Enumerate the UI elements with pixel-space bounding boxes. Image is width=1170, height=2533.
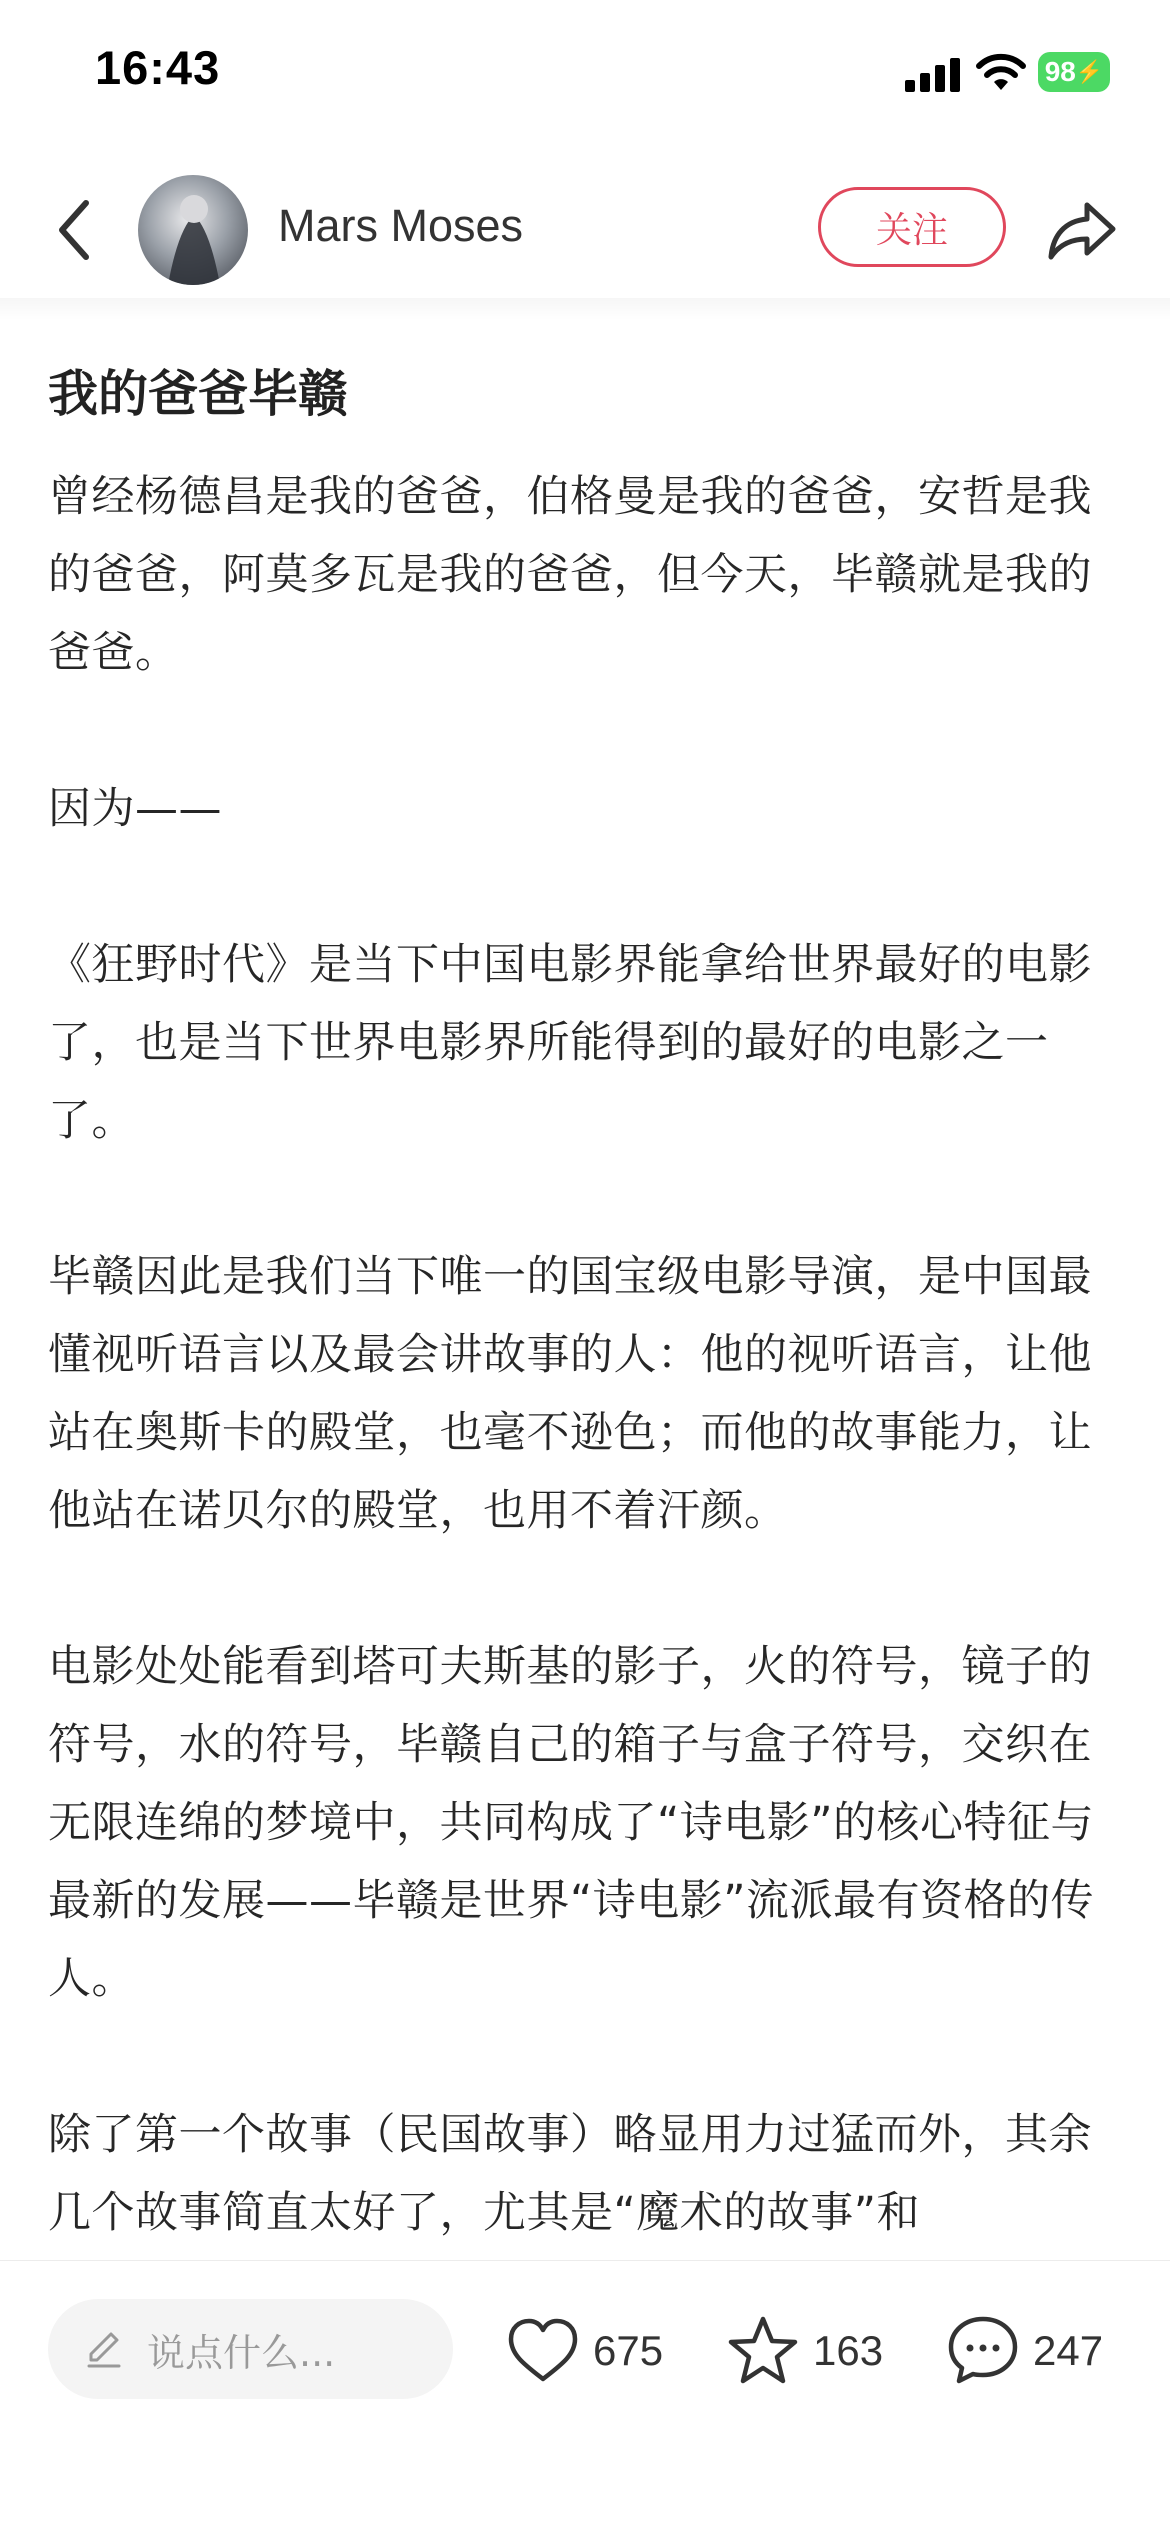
- article-paragraph: 除了第一个故事（民国故事）略显用力过猛而外，其余几个故事简直太好了，尤其是“魔术的故事”和: [48, 2110, 1092, 2238]
- header: [0, 160, 1170, 300]
- comment-placeholder: 说点什么...: [147, 2330, 336, 2375]
- article-paragraph: 电影处处能看到塔可夫斯基的影子，火的符号，镜子的符号，水的符号，毕赣自己的箱子与盒子符号，交织在无限连绵的梦境中，共同构成了“诗电影”的核心特征与最新的发展——毕赣是世界“诗电影”流派最有资格的传人。: [48, 1642, 1095, 2004]
- like-button[interactable]: [505, 2311, 663, 2391]
- favorite-button[interactable]: [725, 2311, 883, 2391]
- status-bar: [0, 0, 1170, 150]
- back-arrow-icon[interactable]: [50, 195, 100, 265]
- article-paragraph: 曾经杨德昌是我的爸爸，伯格曼是我的爸爸，安哲是我的爸爸，阿莫多瓦是我的爸爸，但今天，毕赣就是我的爸爸。: [48, 472, 1092, 678]
- favorite-count: 163: [813, 2327, 884, 2374]
- status-time: 16:43: [95, 41, 221, 94]
- battery-indicator: [1038, 52, 1110, 92]
- author-name[interactable]: Mars Moses: [278, 200, 524, 251]
- charging-icon: ⚡: [1075, 59, 1104, 84]
- pencil-icon: [83, 2328, 125, 2370]
- heart-icon: [505, 2313, 581, 2389]
- article-paragraph: 因为——: [48, 784, 222, 834]
- header-divider: [0, 298, 1170, 320]
- wifi-icon: [975, 52, 1027, 92]
- share-icon[interactable]: [1045, 195, 1120, 265]
- article-body: [48, 355, 1128, 2330]
- article-paragraph: 毕赣因此是我们当下唯一的国宝级电影导演，是中国最懂视听语言以及最会讲故事的人：他的视听语言，让他站在奥斯卡的殿堂，也毫不逊色；而他的故事能力，让他站在诺贝尔的殿堂，也用不着汗颜。: [48, 1252, 1092, 1536]
- article-paragraph: 《狂野时代》是当下中国电影界能拿给世界最好的电影了，也是当下世界电影界所能得到的最好的电影之一了。: [48, 940, 1092, 1146]
- battery-level: 98: [1044, 56, 1076, 87]
- cellular-signal-icon: [905, 58, 963, 92]
- follow-button[interactable]: 关注: [818, 187, 1006, 267]
- star-icon: [725, 2313, 801, 2389]
- like-count: 675: [593, 2327, 664, 2374]
- comment-button[interactable]: [945, 2311, 1103, 2391]
- article-title: 我的爸爸毕赣: [48, 365, 348, 423]
- comment-input[interactable]: [48, 2299, 453, 2399]
- comment-bubble-icon: [945, 2313, 1021, 2389]
- comment-count: 247: [1033, 2327, 1104, 2374]
- bottom-action-bar: [0, 2260, 1170, 2533]
- avatar[interactable]: [138, 175, 248, 285]
